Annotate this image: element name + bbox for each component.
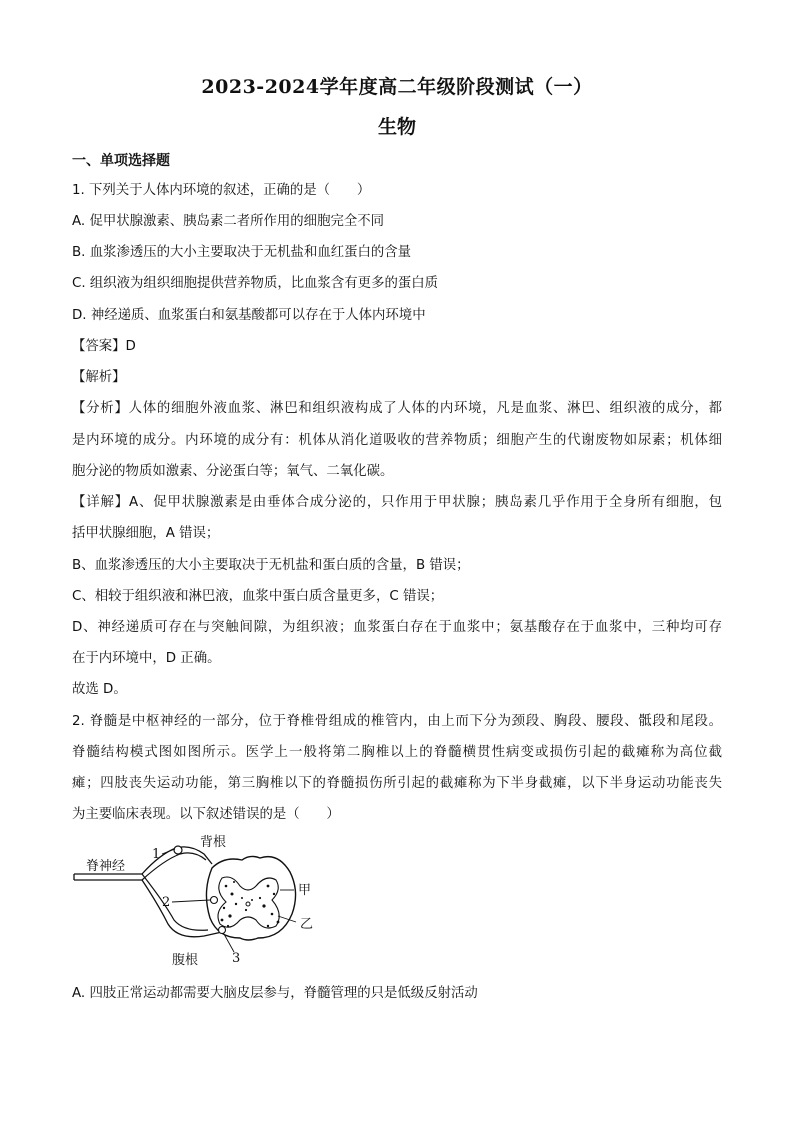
- q1-detail-line: B、血浆渗透压的大小主要取决于无机盐和蛋白质的含量，B 错误；: [72, 558, 470, 573]
- exam-title: 2023-2024学年度高二年级阶段测试（一）: [201, 76, 593, 98]
- spinal-nerve-trunk: [74, 874, 142, 880]
- q1-detail-line: 括甲状腺细胞，A 错误；: [72, 526, 220, 541]
- q1-stem: 1. 下列关于人体内环境的叙述，正确的是（ ）: [72, 183, 371, 198]
- label-ventral-root: 腹根: [172, 953, 199, 968]
- q1-option-a: A. 促甲状腺激素、胰岛素二者所作用的细胞完全不同: [72, 214, 385, 229]
- q1-detail-line: 故选 D。: [72, 682, 127, 697]
- q1-analysis-label: 【解析】: [72, 370, 126, 385]
- q1-option-b: B. 血浆渗透压的大小主要取决于无机盐和血红蛋白的含量: [72, 245, 412, 260]
- dorsal-root-ganglion: [174, 846, 182, 854]
- q1-option-c: C. 组织液为组织细胞提供营养物质，比血浆含有更多的蛋白质: [72, 276, 439, 291]
- q1-detail-line: C、相较于组织液和淋巴液，血浆中蛋白质含量更多，C 错误；: [72, 589, 444, 604]
- label-3: 3: [232, 951, 241, 966]
- label-2: 2: [162, 895, 171, 910]
- label-spinal-nerve: 脊神经: [86, 859, 126, 874]
- section-heading: 一、单项选择题: [72, 153, 170, 169]
- label-yi: 乙: [300, 917, 314, 932]
- leader-2: [172, 900, 210, 902]
- q2-stem-line: 脊髓结构模式图如图所示。医学上一般将第二胸椎以上的脊髓横贯性病变或损伤引起的截瘫称为高位截: [72, 745, 722, 760]
- q1-analysis-line: 是内环境的成分。内环境的成分有：机体从消化道吸收的营养物质；细胞产生的代谢废物如尿素；机体细: [72, 433, 722, 448]
- q1-detail-line: D、神经递质可存在与突触间隙，为组织液；血浆蛋白存在于血浆中；氨基酸存在于血浆中，三种均可存: [72, 620, 722, 635]
- leader-1: [162, 849, 175, 854]
- q1-option-d: D. 神经递质、血浆蛋白和氨基酸都可以存在于人体内环境中: [72, 308, 426, 323]
- label-1: 1: [152, 847, 161, 862]
- q2-stem-line: 瘫；四肢丧失运动功能，第三胸椎以下的脊髓损伤所引起的截瘫称为下半身截瘫，以下半身运动功能丧失: [72, 776, 722, 791]
- spinal-cord-diagram: [72, 834, 332, 974]
- neuron-body-2: [211, 897, 218, 904]
- q2-option-a: A. 四肢正常运动都需要大脑皮层参与，脊髓管理的只是低级反射活动: [72, 986, 478, 1001]
- label-jia: 甲: [298, 883, 312, 898]
- q1-analysis-line: 【分析】人体的细胞外液血浆、淋巴和组织液构成了人体的内环境，凡是血浆、淋巴、组织液的成分，都: [72, 401, 722, 416]
- q2-stem-line: 为主要临床表现。以下叙述错误的是（ ）: [72, 807, 340, 822]
- q1-detail-line: 在于内环境中，D 正确。: [72, 651, 221, 666]
- q1-analysis-line: 胞分泌的物质如激素、分泌蛋白等；氧气、二氧化碳。: [72, 464, 394, 479]
- subject-title: 生物: [377, 116, 416, 138]
- central-canal: [246, 902, 250, 906]
- q1-detail-line: 【详解】A、促甲状腺激素是由垂体合成分泌的，只作用于甲状腺；胰岛素几乎作用于全身所有细胞，包: [72, 495, 722, 510]
- label-dorsal-root: 背根: [200, 835, 227, 850]
- q1-answer: 【答案】D: [72, 339, 136, 354]
- q2-stem-line: 2. 脊髓是中枢神经的一部分，位于脊椎骨组成的椎管内，由上而下分为颈段、胸段、腰段、骶段和尾段。: [72, 714, 722, 729]
- neuron-body-3: [219, 927, 226, 934]
